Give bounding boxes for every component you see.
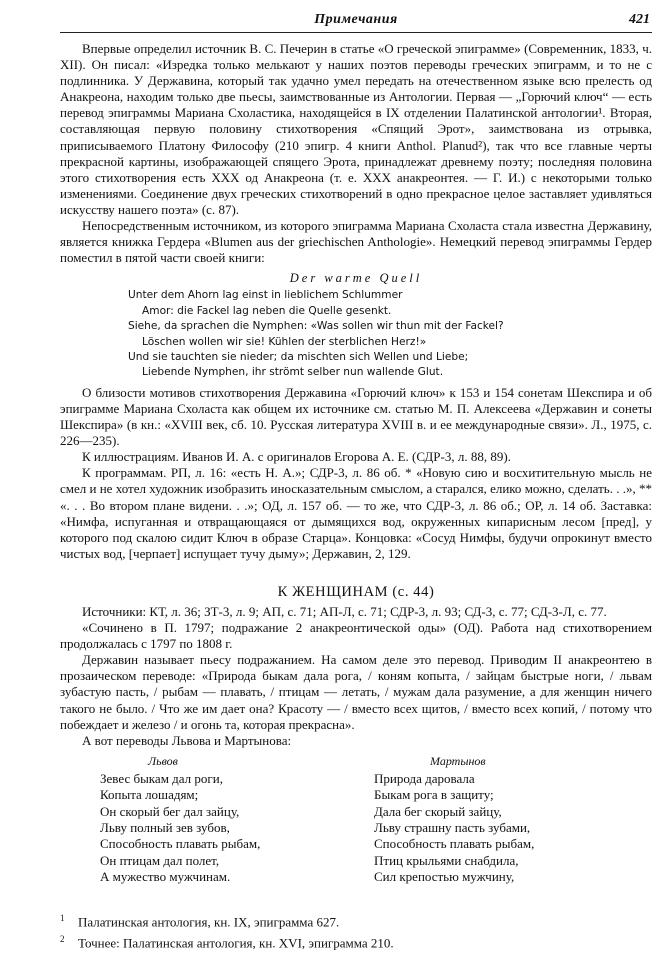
lvov-heading: Львов — [148, 753, 178, 768]
notes-block — [60, 385, 652, 562]
paragraph-composed: «Сочинено в П. 1797; подражание 2 анакреонтической оды» (ОД). Работа над стихотворением продолжалась с 1797 по 1808 г. — [60, 620, 652, 652]
footnotes — [60, 910, 652, 951]
page-number: 421 — [629, 12, 650, 27]
verse-line: Он скорый бег дал зайцу, — [100, 803, 240, 819]
footnote-mark: 2 — [60, 933, 65, 944]
poem-line: Siehe, da sprachen die Nymphen: «Was sollen wir thun mit der Fackel? — [128, 320, 504, 333]
paragraph-pecherin: Впервые определил источник В. С. Печерин в статье «О греческой эпиграмме» (Современник, 1833, ч. XII). Он писал: «Изредка только мелькают у наших поэтов переводы греческих эпиграмм, и то не с подлинника. У Державина, который так удачно умел передать на отечественном языке всю прелесть од Анакреона, находим только две пьесы, заимствованные из Антологии. Первая — „Горючий ключ“ — есть перевод эпиграммы Мариана Схоластика, находящейся в IX отделении Палатинской антологии¹. Вторая, составляющая первую половину стихотворения «Спящий Эрот», заимствована из отрывка, приписываемого Платону Философу (210 эпигр. 4 книги Anthol. Planud²), так что все главные черты прекрасной картины, изображающей спящего Эрота, принадлежат древнему поэту; последняя половина этого стихотворения есть XXX од Анакреона (т. е. XXX анакреонтея. — Г. И.) с некоторыми только изменениями. Соединение двух греческих стихотворений в одно прекрасное целое заставляет удивляться искусству нашего поэта» (с. 87). — [60, 41, 652, 217]
paragraph-imitation: Державин называет пьесу подражанием. На самом деле это перевод. Приводим II анакреонтею в прозаическом переводе: «Природа быкам дала рога, / коням копыта, / зайцам быстрые ноги, / львам зубастую пасть, / рыбам — плавать, / птицам — летать, / мужам дала разумение, а для женщин ничего такого не было. / Что же им дает она? Красоту — / вместо всех щитов, / вместо всех копий, / потому что побеждает и железо / и огонь та, которая прекрасна». — [60, 652, 652, 732]
verse-line: Зевес быкам дал роги, — [100, 771, 223, 787]
main-text — [60, 41, 652, 883]
verse-line: Льву полный зев зубов, — [100, 820, 230, 835]
sources-line: Источники: КТ, л. 36; ЗТ-3, л. 9; АП, с. 71; АП-Л, с. 71; СДР-3, л. 93; СД-3, с. 77; СД-3-Л, с. 77. — [82, 603, 607, 619]
footnote-text: Палатинская антология, кн. IX, эпиграмма 627. — [78, 914, 340, 930]
martynov-heading: Мартынов — [430, 753, 486, 768]
footnote-text: Точнее: Палатинская антология, кн. XVI, эпиграмма 210. — [78, 935, 394, 951]
verse-line: Быкам рога в защиту; — [374, 787, 494, 803]
poem-line: Und sie tauchten sie nieder; da mischten sich Wellen und Liebe; — [128, 351, 469, 364]
poem-line: Löschen wollen wir sie! Kühlen der sterblichen Herz!» — [142, 335, 427, 348]
paragraph-herder: Непосредственным источником, из которого эпиграмма Мариана Схоласта стала известна Державину, является книжка Гердера «Blumen aus der griechischen Anthologie». Немецкий перевод эпиграммы Гердер поместил в пятой части своей книги: — [60, 218, 652, 266]
footnote — [60, 910, 652, 931]
section-title: К ЖЕНЩИНАМ (с. 44) — [277, 583, 435, 600]
verse-line: Льву страшну пасть зубами, — [374, 820, 531, 835]
paragraph-shakespeare: О близости мотивов стихотворения Державина «Горючий ключ» к 153 и 154 сонетам Шекспира и об эпиграмме Мариана Схоласта как общем их источнике см. статью М. П. Алексеева «Державин и сонеты Шекспира» (в кн.: «XVIII век, сб. 10. Русская литература XVIII в. и ее международные связи». Л., 1975, с. 226—235). — [60, 384, 652, 449]
verse-line: Копыта лошадям; — [100, 787, 199, 803]
translations-columns — [60, 753, 652, 883]
poem-line: Unter dem Ahorn lag einst in lieblichem Schlummer — [128, 289, 403, 302]
footnote-mark: 1 — [60, 913, 65, 923]
verse-line: А мужество мужчинам. — [100, 868, 231, 884]
paragraph-illustrations: К иллюстрациям. Иванов И. А. с оригиналов Егорова А. Е. (СДР-3, л. 88, 89). — [82, 449, 511, 465]
german-poem — [60, 288, 652, 380]
lvov-column — [100, 753, 340, 885]
verse-line: Дала бег скорый зайцу, — [374, 803, 502, 819]
footnote — [60, 931, 652, 952]
verse-line: Способность плавать рыбам, — [100, 836, 261, 852]
poem-line: Liebende Nymphen, ihr strömt selber nun wallende Glut. — [142, 366, 444, 379]
paragraph-programs: К программам. РП, л. 16: «есть Н. А.»; СДР-3, л. 86 об. * «Новую сию и восхитительную мысль не смел и не хотел художник изобразить иносказательным смыслом, а старался, елико можно, сделать. . .», ** «. . . Во втором плане видени. . .»; ОД, л. 157 об. — то же, что СДР-3, л. 86 об.; ОР, л. 14 об. Заставка: «Нимфа, испуганная и отвращающаяся от дымящихся вод, окруженных кипарисным лесом [пред], у которого под скалою сидит Ключ в образе Старца». Концовка: «Сосуд Нимфы, будучи опрокинут вместо чистых вод, [черпает] испущает тучу дыму»; Державин, 2, 129. — [60, 465, 652, 561]
verse-line: Природа даровала — [374, 771, 475, 787]
german-poem-title: Der warme Quell — [289, 271, 423, 286]
book-page — [60, 8, 652, 953]
verse-line: Он птицам дал полет, — [100, 852, 220, 868]
verse-line: Способность плавать рыбам, — [374, 836, 535, 852]
running-title: Примечания — [314, 12, 398, 27]
running-head — [60, 8, 652, 33]
martynov-column — [374, 753, 634, 885]
verse-line: Птиц крыльями снабдила, — [374, 852, 519, 868]
verse-line: Сил крепостью мужчину, — [374, 868, 515, 884]
poem-line: Amor: die Fackel lag neben die Quelle gesenkt. — [142, 304, 392, 317]
paragraph-translations-intro: А вот переводы Львова и Мартынова: — [82, 732, 292, 748]
